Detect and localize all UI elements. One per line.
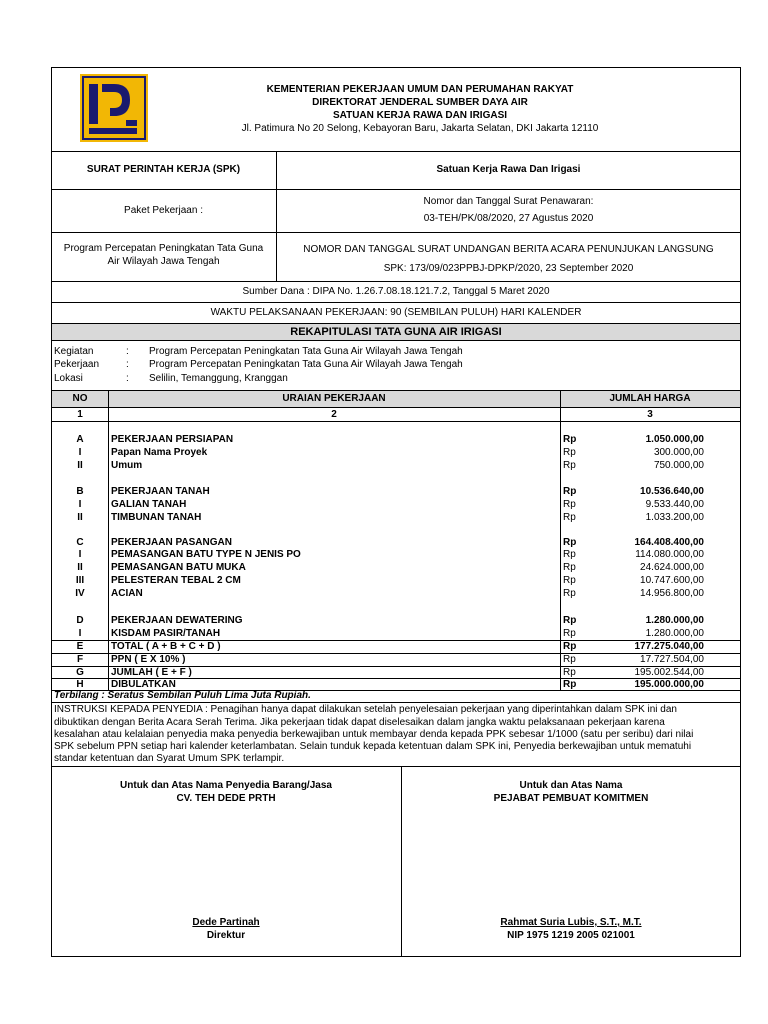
divider	[51, 189, 741, 190]
total-desc: DIBULATKAN	[111, 679, 176, 690]
instruksi-line5: standar ketentuan dan Syarat Umum SPK terlampir.	[54, 753, 285, 764]
row-desc: Umum	[111, 460, 143, 471]
col-num-1: 1	[77, 409, 83, 420]
row-desc: PEMASANGAN BATU TYPE N JENIS PO	[111, 549, 301, 560]
terbilang: Terbilang : Seratus Sembilan Puluh Lima Juta Rupiah.	[54, 690, 311, 701]
office-address: Jl. Patimura No 20 Selong, Kebayoran Baru, Jakarta Selatan, DKI Jakarta 12110	[241, 123, 599, 134]
row-amount: 1.280.000,00	[645, 628, 704, 639]
row-no: I	[78, 628, 82, 639]
total-amount: 17.727.504,00	[640, 654, 704, 665]
col-header-jumlah: JUMLAH HARGA	[609, 393, 691, 404]
row-desc: PEKERJAAN TANAH	[111, 486, 210, 497]
sig-right-nip: NIP 1975 1219 2005 021001	[507, 930, 635, 941]
row-currency: Rp	[563, 537, 577, 548]
total-no: G	[76, 667, 84, 678]
sig-left-role: Direktur	[206, 930, 246, 941]
total-currency: Rp	[563, 679, 577, 690]
total-desc: JUMLAH ( E + F )	[111, 667, 192, 678]
row-currency: Rp	[563, 575, 576, 586]
row-currency: Rp	[563, 434, 577, 445]
instruksi-line4: SPK sebelum PPN setiap hari kalender keterlambatan. Selain tunduk kepada ketentuan dalam SPK ini, Penyedia berkewajiban untuk mematuhi	[54, 741, 692, 752]
info-value-kegiatan: Program Percepatan Peningkatan Tata Guna Air Wilayah Jawa Tengah	[149, 346, 463, 357]
instruksi-line3: kesalahan atau kelalaian penyedia maka penyedia berkewajiban untuk membayar denda kepada PPK sebesar 1/1000 (satu per seribu) dari nilai	[54, 729, 694, 740]
row-desc: PEKERJAAN PASANGAN	[111, 537, 232, 548]
sig-left-title: Untuk dan Atas Nama Penyedia Barang/Jasa	[120, 780, 332, 791]
row-desc: Papan Nama Proyek	[111, 447, 208, 458]
row-amount: 1.280.000,00	[645, 615, 704, 626]
row-no: IV	[75, 588, 85, 599]
info-label-kegiatan: Kegiatan	[54, 346, 94, 357]
row-amount: 10.747.600,00	[640, 575, 704, 586]
row-no: B	[76, 486, 84, 497]
col-header-no: NO	[72, 393, 88, 404]
row-currency: Rp	[563, 549, 576, 560]
spk-title: SURAT PERINTAH KERJA (SPK)	[86, 164, 241, 175]
row-desc: KISDAM PASIR/TANAH	[111, 628, 221, 639]
divider	[51, 151, 741, 152]
program-line1: Program Percepatan Peningkatan Tata Guna	[63, 243, 264, 254]
row-desc: PEKERJAAN PERSIAPAN	[111, 434, 234, 445]
total-currency: Rp	[563, 667, 576, 678]
divider	[51, 407, 741, 408]
row-no: I	[78, 499, 82, 510]
row-desc: PEMASANGAN BATU MUKA	[111, 562, 246, 573]
total-desc: PPN ( E X 10% )	[111, 654, 186, 665]
row-amount: 114.080.000,00	[635, 549, 704, 560]
total-amount: 195.000.000,00	[634, 679, 704, 690]
row-currency: Rp	[563, 499, 576, 510]
info-value-pekerjaan: Program Percepatan Peningkatan Tata Guna Air Wilayah Jawa Tengah	[149, 359, 463, 370]
row-currency: Rp	[563, 615, 577, 626]
total-currency: Rp	[563, 641, 577, 652]
total-no: F	[76, 654, 84, 665]
divider	[51, 340, 741, 341]
sig-right-company: PEJABAT PEMBUAT KOMITMEN	[493, 793, 649, 804]
divider	[51, 232, 741, 233]
row-desc: PEKERJAAN DEWATERING	[111, 615, 243, 626]
total-no: H	[76, 679, 84, 690]
row-no: I	[78, 549, 82, 560]
col-header-uraian: URAIAN PEKERJAAN	[282, 393, 386, 404]
row-amount: 164.408.400,00	[634, 537, 704, 548]
row-no: I	[78, 447, 82, 458]
info-sep: :	[126, 359, 129, 370]
row-amount: 24.624.000,00	[640, 562, 704, 573]
waktu-pelaksanaan: WAKTU PELAKSANAAN PEKERJAAN: 90 (SEMBILAN PULUH) HARI KALENDER	[210, 307, 582, 318]
row-amount: 750.000,00	[653, 460, 704, 471]
row-currency: Rp	[563, 486, 577, 497]
row-no: C	[76, 537, 84, 548]
paket-label: Paket Pekerjaan :	[124, 205, 203, 216]
row-amount: 9.533.440,00	[645, 499, 704, 510]
row-amount: 10.536.640,00	[640, 486, 704, 497]
total-amount: 195.002.544,00	[634, 667, 704, 678]
divider	[51, 421, 741, 422]
row-currency: Rp	[563, 512, 576, 523]
sumber-dana: Sumber Dana : DIPA No. 1.26.7.08.18.121.7.2, Tanggal 5 Maret 2020	[242, 286, 550, 297]
divider	[51, 281, 741, 282]
pupr-logo-icon	[80, 74, 148, 142]
row-no: II	[77, 512, 83, 523]
divider	[51, 702, 741, 703]
undangan-value: SPK: 173/09/023PPBJ-DPKP/2020, 23 September 2020	[383, 263, 634, 274]
undangan-label: NOMOR DAN TANGGAL SURAT UNDANGAN BERITA ACARA PENUNJUKAN LANGSUNG	[303, 244, 714, 255]
penawaran-label: Nomor dan Tanggal Surat Penawaran:	[423, 196, 594, 207]
instruksi-line2: dibuktikan dengan Berita Acara Serah Terima. Jika pekerjaan tidak dapat diselesaikan dalam jangka waktu pelaksanaan pekerjaan karena	[54, 717, 665, 728]
row-desc: GALIAN TANAH	[111, 499, 187, 510]
ministry-name: KEMENTERIAN PEKERJAAN UMUM DAN PERUMAHAN RAKYAT	[266, 84, 574, 95]
row-no: II	[77, 562, 83, 573]
row-amount: 300.000,00	[653, 447, 704, 458]
total-currency: Rp	[563, 654, 576, 665]
divider	[51, 302, 741, 303]
row-no: A	[76, 434, 84, 445]
sig-left-company: CV. TEH DEDE PRTH	[176, 793, 276, 804]
penawaran-value: 03-TEH/PK/08/2020, 27 Agustus 2020	[423, 213, 594, 224]
row-currency: Rp	[563, 562, 576, 573]
total-no: E	[76, 641, 84, 652]
unit-name: SATUAN KERJA RAWA DAN IRIGASI	[332, 110, 508, 121]
row-no: II	[77, 460, 83, 471]
row-currency: Rp	[563, 628, 576, 639]
row-desc: PELESTERAN TEBAL 2 CM	[111, 575, 241, 586]
total-desc: TOTAL ( A + B + C + D )	[111, 641, 221, 652]
info-value-lokasi: Selilin, Temanggung, Kranggan	[149, 373, 288, 384]
row-currency: Rp	[563, 588, 576, 599]
program-line2: Air Wilayah Jawa Tengah	[107, 256, 220, 267]
directorate-name: DIREKTORAT JENDERAL SUMBER DAYA AIR	[312, 97, 528, 108]
info-sep: :	[126, 373, 129, 384]
row-amount: 1.050.000,00	[645, 434, 704, 445]
col-num-3: 3	[647, 409, 653, 420]
col-num-2: 2	[331, 409, 337, 420]
sig-right-name: Rahmat Suria Lubis, S.T., M.T.	[500, 917, 642, 928]
divider	[51, 766, 741, 767]
row-currency: Rp	[563, 447, 576, 458]
info-label-lokasi: Lokasi	[54, 373, 83, 384]
sig-right-title: Untuk dan Atas Nama	[519, 780, 623, 791]
row-desc: ACIAN	[111, 588, 143, 599]
row-desc: TIMBUNAN TANAH	[111, 512, 202, 523]
instruksi-line1: INSTRUKSI KEPADA PENYEDIA : Penagihan hanya dapat dilakukan setelah penyelesaian pekerjaan yang diperintahkan dalam SPK ini dan	[54, 704, 677, 715]
row-amount: 14.956.800,00	[640, 588, 704, 599]
row-no: D	[76, 615, 84, 626]
total-amount: 177.275.040,00	[634, 641, 704, 652]
info-sep: :	[126, 346, 129, 357]
rekap-title: REKAPITULASI TATA GUNA AIR IRIGASI	[290, 326, 502, 338]
satker-name: Satuan Kerja Rawa Dan Irigasi	[436, 164, 581, 175]
row-currency: Rp	[563, 460, 576, 471]
row-no: III	[75, 575, 85, 586]
divider	[108, 390, 109, 690]
sig-left-name: Dede Partinah	[192, 917, 260, 928]
info-label-pekerjaan: Pekerjaan	[54, 359, 100, 370]
row-amount: 1.033.200,00	[645, 512, 704, 523]
divider	[51, 390, 741, 391]
